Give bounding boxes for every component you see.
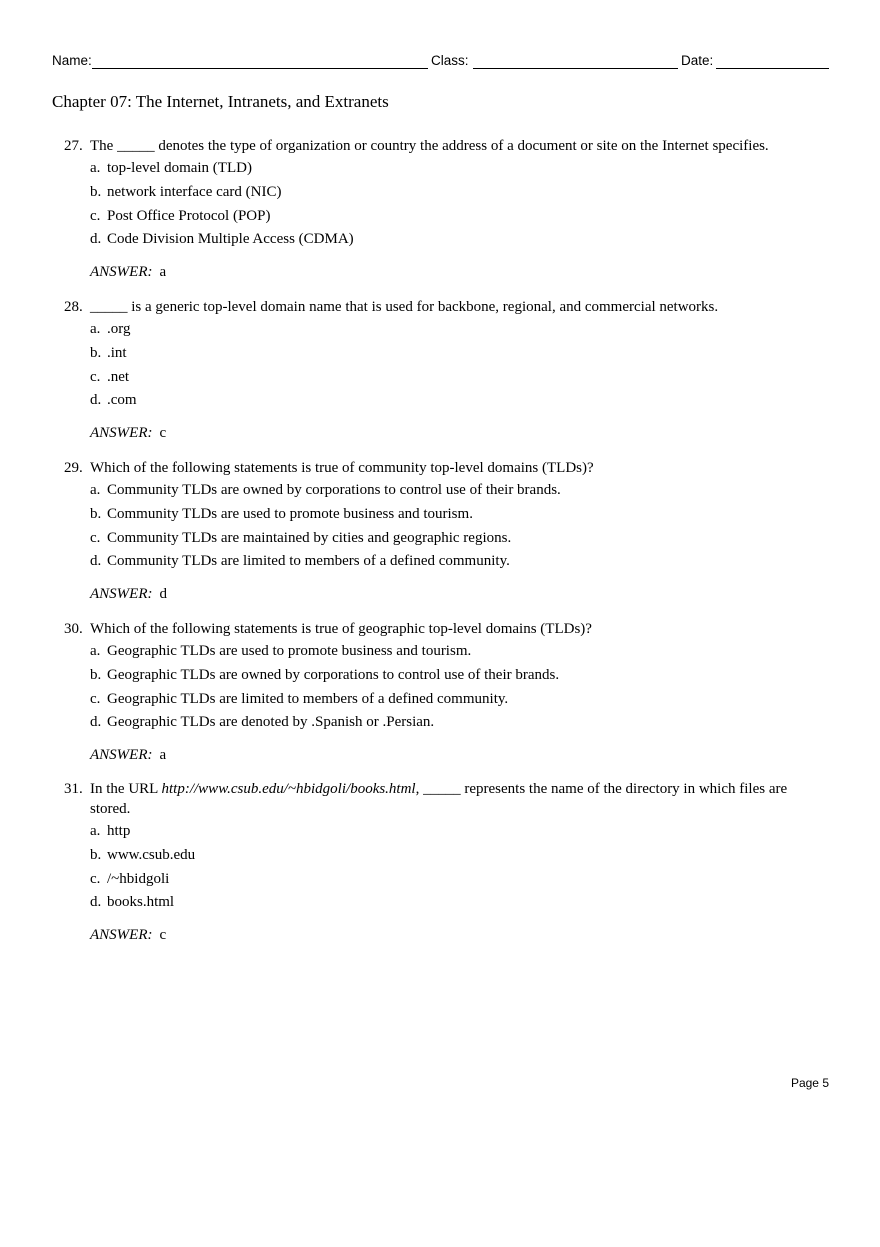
option-letter: d. bbox=[90, 553, 102, 570]
option-text: network interface card (NIC) bbox=[107, 183, 282, 200]
option-letter: a. bbox=[90, 643, 101, 659]
option-letter: b. bbox=[90, 846, 102, 863]
option-a bbox=[90, 319, 829, 339]
option-text: Community TLDs are owned by corporations to control use of their brands. bbox=[107, 482, 561, 498]
question-stem bbox=[64, 619, 829, 639]
option-text: Geographic TLDs are used to promote business and tourism. bbox=[107, 643, 472, 659]
question-28 bbox=[64, 297, 829, 443]
answer-line bbox=[90, 925, 829, 945]
option-b bbox=[90, 845, 829, 865]
answer-value: a bbox=[159, 747, 167, 764]
option-d bbox=[90, 390, 829, 410]
option-text: Geographic TLDs are owned by corporations to control use of their brands. bbox=[107, 666, 560, 683]
option-letter: b. bbox=[90, 505, 102, 522]
option-b bbox=[90, 504, 829, 524]
question-text: Which of the following statements is true of geographic top-level domains (TLDs)? bbox=[90, 621, 592, 637]
question-text: The _____ denotes the type of organization or country the address of a document or site on the Internet specifies. bbox=[90, 138, 769, 154]
option-b bbox=[90, 665, 829, 685]
answer-label: ANSWER: bbox=[90, 586, 153, 603]
answer-label: ANSWER: bbox=[90, 927, 153, 944]
answer-value: c bbox=[159, 927, 167, 944]
option-letter: a. bbox=[90, 160, 101, 176]
option-text: Community TLDs are limited to members of a defined community. bbox=[107, 553, 510, 570]
option-letter: b. bbox=[90, 344, 102, 361]
stem-url: http://www.csub.edu/~hbidgoli/books.html bbox=[161, 781, 416, 797]
answer-line bbox=[90, 584, 829, 604]
option-text: Geographic TLDs are limited to members of a defined community. bbox=[107, 690, 509, 707]
option-text: .org bbox=[107, 321, 131, 337]
question-27 bbox=[64, 136, 829, 282]
option-text: Community TLDs are used to promote business and tourism. bbox=[107, 505, 473, 522]
chapter-title: Chapter 07: The Internet, Intranets, and Extranets bbox=[52, 92, 389, 111]
answer-line bbox=[90, 745, 829, 765]
option-c bbox=[90, 206, 829, 226]
question-stem bbox=[64, 458, 829, 478]
option-letter: c. bbox=[90, 368, 101, 385]
class-blank-line bbox=[473, 68, 678, 69]
answer-line bbox=[90, 423, 829, 443]
stem-suffix: , _____ represents the name of the directory in which files are stored. bbox=[90, 781, 788, 817]
question-number: 27. bbox=[64, 138, 83, 154]
option-b bbox=[90, 343, 829, 363]
option-a bbox=[90, 480, 829, 500]
option-letter: c. bbox=[90, 529, 101, 546]
question-text: _____ is a generic top-level domain name that is used for backbone, regional, and commercial networks. bbox=[90, 299, 719, 315]
option-letter: d. bbox=[90, 231, 102, 248]
question-text bbox=[90, 779, 829, 819]
option-text: books.html bbox=[107, 894, 175, 911]
option-text: Community TLDs are maintained by cities and geographic regions. bbox=[107, 529, 512, 546]
question-number: 30. bbox=[64, 621, 83, 637]
option-b bbox=[90, 182, 829, 202]
answer-value: a bbox=[159, 264, 167, 281]
answer-value: d bbox=[159, 586, 167, 603]
option-letter: c. bbox=[90, 207, 101, 224]
option-text: Geographic TLDs are denoted by .Spanish or .Persian. bbox=[107, 714, 435, 731]
header-fields bbox=[52, 52, 829, 72]
option-text: /~hbidgoli bbox=[107, 870, 170, 887]
option-text: .net bbox=[107, 368, 130, 385]
option-a bbox=[90, 158, 829, 178]
option-text: www.csub.edu bbox=[107, 846, 196, 863]
option-d bbox=[90, 892, 829, 912]
answer-label: ANSWER: bbox=[90, 264, 153, 281]
option-text: .com bbox=[107, 392, 137, 409]
option-c bbox=[90, 689, 829, 709]
date-label: Date: bbox=[681, 53, 714, 68]
option-c bbox=[90, 869, 829, 889]
stem-prefix: In the URL bbox=[90, 781, 162, 797]
answer-value: c bbox=[159, 425, 167, 442]
option-text: top-level domain (TLD) bbox=[107, 160, 252, 176]
option-a bbox=[90, 641, 829, 661]
answer-line bbox=[90, 262, 829, 282]
option-text: .int bbox=[107, 344, 127, 361]
option-letter: d. bbox=[90, 714, 102, 731]
option-letter: b. bbox=[90, 666, 102, 683]
option-letter: d. bbox=[90, 894, 102, 911]
option-letter: c. bbox=[90, 690, 101, 707]
question-text: Which of the following statements is true of community top-level domains (TLDs)? bbox=[90, 460, 594, 476]
answer-label: ANSWER: bbox=[90, 747, 153, 764]
question-stem bbox=[64, 297, 829, 317]
option-d bbox=[90, 229, 829, 249]
option-d bbox=[90, 551, 829, 571]
option-d bbox=[90, 712, 829, 732]
option-c bbox=[90, 367, 829, 387]
option-letter: b. bbox=[90, 183, 102, 200]
question-number: 29. bbox=[64, 460, 83, 476]
question-stem bbox=[64, 779, 829, 819]
name-blank-line bbox=[92, 68, 428, 69]
option-text: Post Office Protocol (POP) bbox=[107, 207, 271, 224]
question-30 bbox=[64, 619, 829, 765]
option-c bbox=[90, 528, 829, 548]
question-29 bbox=[64, 458, 829, 604]
question-number: 28. bbox=[64, 299, 83, 315]
option-letter: a. bbox=[90, 482, 101, 498]
answer-label: ANSWER: bbox=[90, 425, 153, 442]
option-letter: a. bbox=[90, 321, 101, 337]
option-a bbox=[90, 821, 829, 841]
date-blank-line bbox=[716, 68, 829, 69]
option-text: http bbox=[107, 823, 131, 839]
option-letter: c. bbox=[90, 870, 101, 887]
question-number: 31. bbox=[64, 781, 83, 797]
question-stem bbox=[64, 136, 829, 156]
question-31 bbox=[64, 779, 829, 945]
page-number: Page 5 bbox=[790, 1076, 829, 1090]
option-letter: a. bbox=[90, 823, 101, 839]
name-label: Name: bbox=[52, 53, 92, 68]
option-text: Code Division Multiple Access (CDMA) bbox=[107, 231, 354, 248]
class-label: Class: bbox=[431, 53, 469, 68]
option-letter: d. bbox=[90, 392, 102, 409]
